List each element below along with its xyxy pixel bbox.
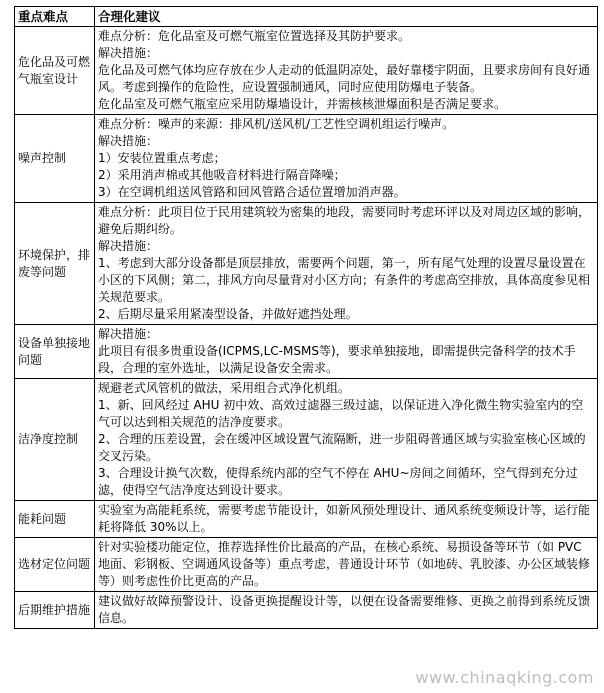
row-topic: 选材定位问题 [15, 538, 95, 592]
table-row [15, 592, 598, 629]
table-row [15, 501, 598, 538]
row-topic: 后期维护措施 [15, 592, 95, 629]
suggestion-line: 1、考虑到大部分设备都是顶层排放，需要两个问题，第一，所有尾气处理的设置尽量设置在小区的下风侧；第二，排风方向尽量背对小区方向；有条件的考虑高空排放，具体高度参见相关规范要求。 [98, 256, 591, 304]
row-suggestion [95, 27, 598, 115]
suggestion-line: 难点分析：危化品室及可燃气瓶室位置选择及其防护要求。 [98, 29, 411, 43]
table-row [15, 325, 598, 379]
suggestions-table [14, 6, 598, 629]
row-suggestion [95, 203, 598, 325]
suggestion-line: 2、后期尽量采用紧凑型设备，并做好遮挡处理。 [98, 307, 358, 321]
row-topic: 设备单独接地问题 [15, 325, 95, 379]
site-watermark: www.chinaqking.com [415, 668, 594, 687]
row-suggestion [95, 501, 598, 538]
table-row [15, 379, 598, 501]
row-topic: 洁净度控制 [15, 379, 95, 501]
suggestion-line: 1、新、回风经过 AHU 初中效、高效过滤器三级过滤，以保证进入净化微生物实验室内的空气可以达到相关规范的洁净度要求。 [98, 398, 584, 429]
suggestion-line: 解决措施： [98, 46, 159, 60]
table-row [15, 27, 598, 115]
suggestion-line: 解决措施： [98, 134, 159, 148]
suggestion-line: 危化品及可燃气体均应存放在少人走动的低温阴凉处，最好靠楼宇阴面，且要求房间有良好通风。考虑到操作的危险性，应设置强制通风，同时应使用防爆电子装备。 [98, 63, 591, 94]
table-header-row [15, 7, 598, 27]
suggestion-line: 解决措施： [98, 327, 159, 341]
table-body [15, 27, 598, 629]
row-topic: 环境保护，排废等问题 [15, 203, 95, 325]
header-difficulty: 重点难点 [15, 7, 95, 27]
suggestion-line: 难点分析：此项目位于民用建筑较为密集的地段，需要同时考虑环评以及对周边区域的影响，避免后期纠纷。 [98, 205, 591, 236]
row-topic: 危化品及可燃气瓶室设计 [15, 27, 95, 115]
row-topic: 能耗问题 [15, 501, 95, 538]
suggestion-line: 危化品室及可燃气瓶室应采用防爆墙设计，并需核核泄爆面积是否满足要求。 [98, 97, 507, 111]
suggestion-line: 针对实验楼功能定位，推荐选择性价比最高的产品，在核心系统、易损设备等环节（如 PVC 地面、彩钢板、空调通风设备等）重点考虑，普通设计环节（如地砖、乳胶漆、办公区域装修等）则考虑性价比更高的产品。 [98, 540, 591, 588]
suggestion-line: 3）在空调机组送风管路和回风管路合适位置增加消声器。 [98, 185, 406, 199]
suggestion-line: 难点分析：噪声的来源：排风机/送风机/工艺性空调机组运行噪声。 [98, 117, 455, 131]
table-row [15, 538, 598, 592]
suggestion-line: 实验室为高能耗系统，需要考虑节能设计，如新风预处理设计、通风系统变频设计等，运行能耗将降低 30%以上。 [98, 503, 591, 534]
header-suggestion: 合理化建议 [95, 7, 598, 27]
suggestion-line: 规避老式风管机的做法，采用组合式净化机组。 [98, 381, 351, 395]
suggestion-line: 解决措施： [98, 239, 159, 253]
table-row [15, 203, 598, 325]
row-suggestion [95, 538, 598, 592]
suggestion-line: 建议做好故障预警设计、设备更换提醒设计等，以便在设备需要维修、更换之前得到系统反馈信息。 [98, 594, 591, 625]
suggestion-line: 2、合理的压差设置，会在缓冲区域设置气流隔断，进一步阻碍普通区域与实验室核心区域的交叉污染。 [98, 432, 586, 463]
row-topic: 噪声控制 [15, 115, 95, 203]
row-suggestion [95, 592, 598, 629]
suggestion-line: 此项目有很多贵重设备(ICPMS,LC-MSMS等)，要求单独接地，即需提供完备科学的技术手段，合理的室外选址，以满足设备安全需求。 [98, 344, 576, 375]
suggestion-line: 1）安装位置重点考虑； [98, 151, 226, 165]
row-suggestion [95, 325, 598, 379]
suggestion-line: 3、合理设计换气次数，使得系统内部的空气不停在 AHU~房间之间循环，空气得到充分过滤，使得空气洁净度达到设计要求。 [98, 466, 578, 497]
row-suggestion [95, 379, 598, 501]
row-suggestion [95, 115, 598, 203]
table-row [15, 115, 598, 203]
suggestion-line: 2）采用消声棉或其他吸音材料进行隔音降噪； [98, 168, 346, 182]
